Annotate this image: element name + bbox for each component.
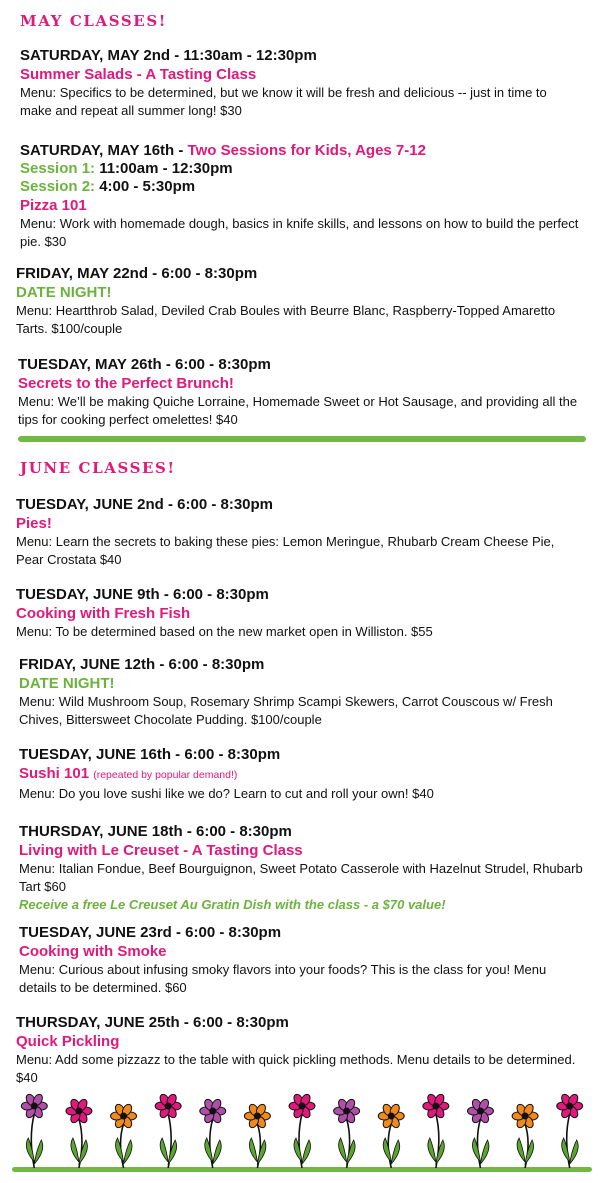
- class-menu: Menu: Do you love sushi like we do? Learn to cut and roll your own! $40: [19, 786, 434, 801]
- class-title: Quick Pickling: [16, 1033, 120, 1050]
- flower-icon: [467, 1098, 493, 1168]
- flower-icon: [557, 1093, 583, 1168]
- flower-icon: [21, 1093, 47, 1168]
- class-date: SATURDAY, MAY 16th - Two Sessions for Kids, Ages 7-12: [20, 142, 426, 159]
- class-date: THURSDAY, JUNE 25th - 6:00 - 8:30pm: [16, 1014, 289, 1031]
- class-may-26: [18, 355, 582, 429]
- class-menu: Menu: Learn the secrets to baking these pies: Lemon Meringue, Rhubarb Cream Cheese Pie, Pear Crostata $40: [16, 534, 555, 567]
- class-title: Summer Salads - A Tasting Class: [20, 66, 257, 83]
- class-menu: Menu: Curious about infusing smoky flavors into your foods? This is the class for you! Menu details to be determined. $60: [19, 962, 547, 995]
- class-title: Cooking with Smoke: [19, 943, 167, 960]
- class-may-22: [16, 264, 582, 338]
- class-may-2: [20, 46, 582, 120]
- class-menu: Menu: Add some pizzazz to the table with quick pickling methods. Menu details to be determined. $40: [16, 1052, 576, 1085]
- session-2: Session 2: 4:00 - 5:30pm: [20, 178, 196, 195]
- class-date: TUESDAY, MAY 26th - 6:00 - 8:30pm: [18, 356, 271, 373]
- june-classes-heading: JUNE CLASSES!: [20, 459, 176, 477]
- class-june-25: [16, 1013, 584, 1087]
- class-title: Cooking with Fresh Fish: [16, 605, 191, 622]
- class-date: TUESDAY, JUNE 2nd - 6:00 - 8:30pm: [16, 496, 274, 513]
- class-date: FRIDAY, JUNE 12th - 6:00 - 8:30pm: [19, 656, 265, 673]
- class-june-12: [19, 655, 591, 729]
- class-date: THURSDAY, JUNE 18th - 6:00 - 8:30pm: [19, 823, 292, 840]
- class-june-23: [19, 923, 585, 997]
- class-title: Living with Le Creuset - A Tasting Class: [19, 842, 303, 859]
- flower-icon: [200, 1098, 226, 1168]
- class-menu: Menu: Specifics to be determined, but we know it will be fresh and delicious -- just in time to make and repeat all summer long! $30: [20, 85, 547, 118]
- class-date: TUESDAY, JUNE 16th - 6:00 - 8:30pm: [19, 746, 281, 763]
- flower-icon: [423, 1093, 449, 1168]
- flower-icon: [111, 1103, 137, 1168]
- flower-icon: [155, 1093, 181, 1168]
- class-menu: Menu: To be determined based on the new market open in Williston. $55: [16, 624, 433, 639]
- class-menu: Menu: Heartthrob Salad, Deviled Crab Boules with Beurre Blanc, Raspberry-Topped Amaretto Tarts. $100/couple: [16, 303, 556, 336]
- class-title: DATE NIGHT!: [19, 675, 115, 692]
- flower-icon: [334, 1098, 360, 1168]
- class-title: Secrets to the Perfect Brunch!: [18, 375, 234, 392]
- class-menu: Menu: We’ll be making Quiche Lorraine, Homemade Sweet or Hot Sausage, and providing all the tips for cooking perfect omelettes! $40: [18, 394, 578, 427]
- may-classes-heading: MAY CLASSES!: [20, 12, 167, 30]
- class-date: TUESDAY, JUNE 9th - 6:00 - 8:30pm: [16, 586, 269, 603]
- class-title: Pizza 101: [20, 197, 87, 214]
- class-title-note: (repeated by popular demand!): [93, 769, 238, 781]
- flower-icon: [289, 1093, 315, 1168]
- class-date: FRIDAY, MAY 22nd - 6:00 - 8:30pm: [16, 265, 258, 282]
- flower-icon: [66, 1098, 92, 1168]
- flower-border-icon: [12, 1092, 592, 1176]
- class-title: DATE NIGHT!: [16, 284, 112, 301]
- class-date-highlight: Two Sessions for Kids, Ages 7-12: [187, 142, 426, 159]
- section-divider: [18, 436, 586, 442]
- class-menu: Menu: Italian Fondue, Beef Bourguignon, Sweet Potato Casserole with Hazelnut Strudel, Rhubarb Tart $60: [19, 861, 583, 894]
- class-title: Pies!: [16, 515, 52, 532]
- class-may-16: [20, 141, 582, 251]
- class-promo: Receive a free Le Creuset Au Gratin Dish with the class - a $70 value!: [19, 897, 446, 912]
- session-1: Session 1: 11:00am - 12:30pm: [20, 160, 233, 177]
- class-menu: Menu: Wild Mushroom Soup, Rosemary Shrimp Scampi Skewers, Carrot Couscous w/ Fresh Chives, Bittersweet Chocolate Pudding. $100/couple: [19, 694, 553, 727]
- class-date: TUESDAY, JUNE 23rd - 6:00 - 8:30pm: [19, 924, 282, 941]
- class-title: Sushi 101 (repeated by popular demand!): [19, 765, 238, 782]
- flower-icon: [244, 1103, 270, 1168]
- class-menu: Menu: Work with homemade dough, basics in knife skills, and lessons on how to build the perfect pie. $30: [20, 216, 579, 249]
- flower-icon: [512, 1103, 538, 1168]
- class-june-2: [16, 495, 582, 569]
- class-date: SATURDAY, MAY 2nd - 11:30am - 12:30pm: [20, 47, 317, 64]
- class-june-9: [16, 585, 582, 641]
- class-june-18: [19, 822, 585, 914]
- class-june-16: [19, 745, 585, 803]
- flower-icon: [378, 1103, 404, 1168]
